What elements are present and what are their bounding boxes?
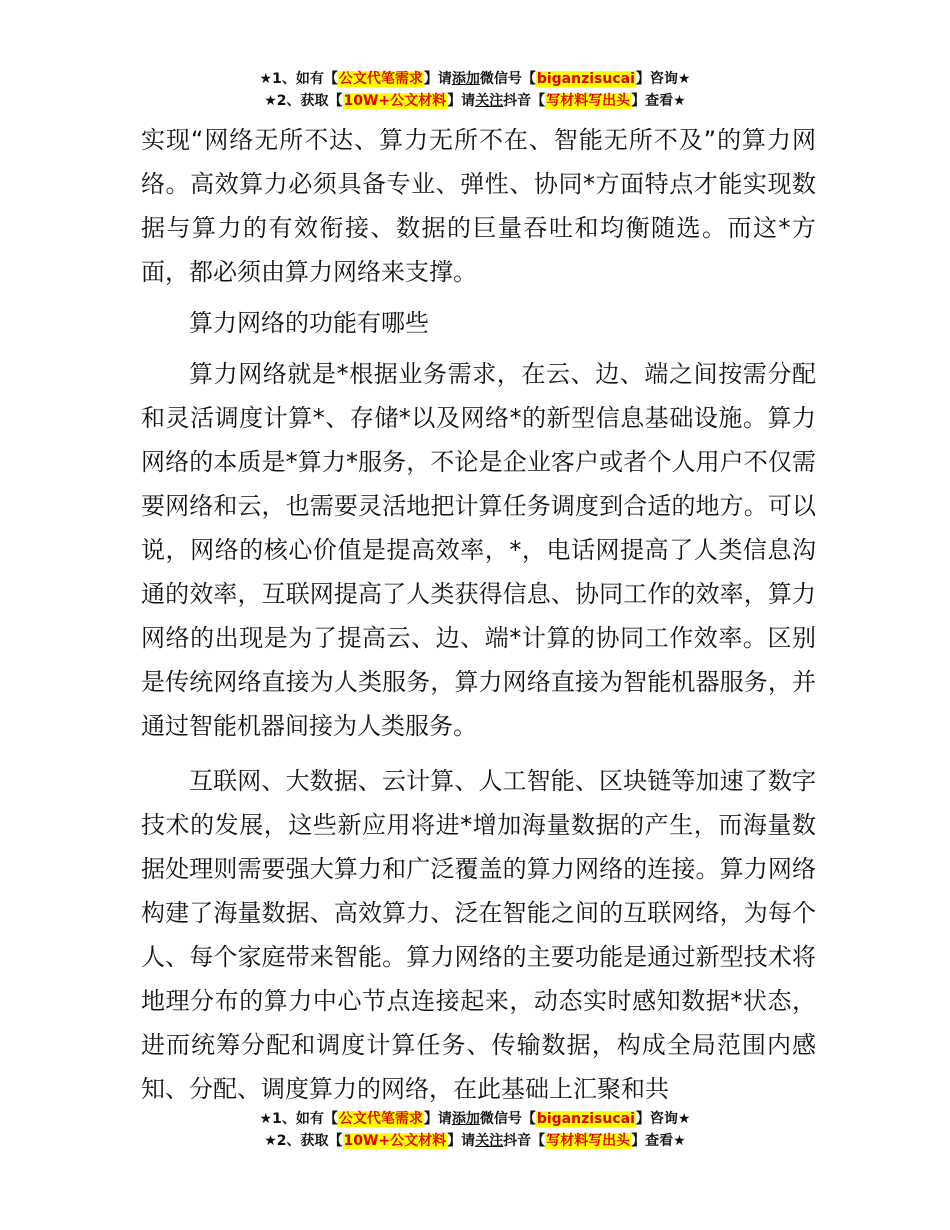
banner-text: ★2、获取【 bbox=[264, 1133, 343, 1149]
banner-text: 】请 bbox=[447, 1133, 476, 1149]
banner-text: 】咨询★ bbox=[635, 1111, 691, 1127]
banner-line-1 bbox=[0, 68, 950, 90]
banner-text: 抖音【 bbox=[503, 93, 546, 109]
banner-text: 微信号【 bbox=[479, 71, 536, 87]
banner-highlight: biganzisucai bbox=[536, 1111, 635, 1127]
banner-text: 】查看★ bbox=[631, 93, 686, 109]
banner-text: 】请 bbox=[423, 71, 452, 87]
banner-line-2 bbox=[0, 90, 950, 112]
banner-text: ★2、获取【 bbox=[264, 93, 343, 109]
banner-text: 微信号【 bbox=[479, 1111, 536, 1127]
banner-highlight: 公文代笔需求 bbox=[338, 1111, 423, 1127]
banner-highlight: 10W+公文材料 bbox=[343, 93, 447, 109]
banner-text: 】查看★ bbox=[631, 1133, 686, 1149]
banner-text: ★1、如有【 bbox=[259, 1111, 338, 1127]
footer-banner bbox=[0, 1108, 950, 1152]
banner-highlight: 写材料写出头 bbox=[546, 1133, 631, 1149]
banner-line-2 bbox=[0, 1130, 950, 1152]
banner-line-1 bbox=[0, 1108, 950, 1130]
paragraph-1: 实现“网络无所不达、算力无所不在、智能无所不及”的算力网络。高效算力必须具备专业、弹性、协同*方面特点才能实现数据与算力的有效衔接、数据的巨量吞吐和均衡随选。而这*方面，都必须由算力网络来支撑。 bbox=[141, 126, 816, 286]
banner-highlight: biganzisucai bbox=[536, 71, 635, 87]
document-body bbox=[141, 118, 816, 1111]
banner-highlight: 公文代笔需求 bbox=[338, 71, 423, 87]
section-heading: 算力网络的功能有哪些 bbox=[189, 309, 429, 337]
header-banner bbox=[0, 68, 950, 112]
banner-underline: 添加 bbox=[451, 71, 480, 87]
banner-text: 】咨询★ bbox=[635, 71, 691, 87]
banner-underline: 关注 bbox=[475, 93, 504, 109]
banner-text: 】请 bbox=[447, 93, 476, 109]
banner-text: 抖音【 bbox=[503, 1133, 546, 1149]
banner-underline: 关注 bbox=[475, 1133, 504, 1149]
paragraph-3: 互联网、大数据、云计算、人工智能、区块链等加速了数字技术的发展，这些新应用将进*增加海量数据的产生，而海量数据处理则需要强大算力和广泛覆盖的算力网络的连接。算力网络构建了海量数据、高效算力、泛在智能之间的互联网络，为每个人、每个家庭带来智能。算力网络的主要功能是通过新型技术将地理分布的算力中心节点连接起来，动态实时感知数据*状态，进而统筹分配和调度计算任务、传输数据，构成全局范围内感知、分配、调度算力的网络，在此基础上汇聚和共 bbox=[141, 767, 816, 1103]
banner-text: ★1、如有【 bbox=[259, 71, 338, 87]
banner-highlight: 10W+公文材料 bbox=[343, 1133, 447, 1149]
banner-underline: 添加 bbox=[451, 1111, 480, 1127]
banner-text: 】请 bbox=[423, 1111, 452, 1127]
banner-highlight: 写材料写出头 bbox=[546, 93, 631, 109]
paragraph-2: 算力网络就是*根据业务需求，在云、边、端之间按需分配和灵活调度计算*、存储*以及网络*的新型信息基础设施。算力网络的本质是*算力*服务，不论是企业客户或者个人用户不仅需要网络和云，也需要灵活地把计算任务调度到合适的地方。可以说，网络的核心价值是提高效率，*，电话网提高了人类信息沟通的效率，互联网提高了人类获得信息、协同工作的效率，算力网络的出现是为了提高云、边、端*计算的协同工作效率。区别是传统网络直接为人类服务，算力网络直接为智能机器服务，并通过智能机器间接为人类服务。 bbox=[141, 360, 816, 740]
